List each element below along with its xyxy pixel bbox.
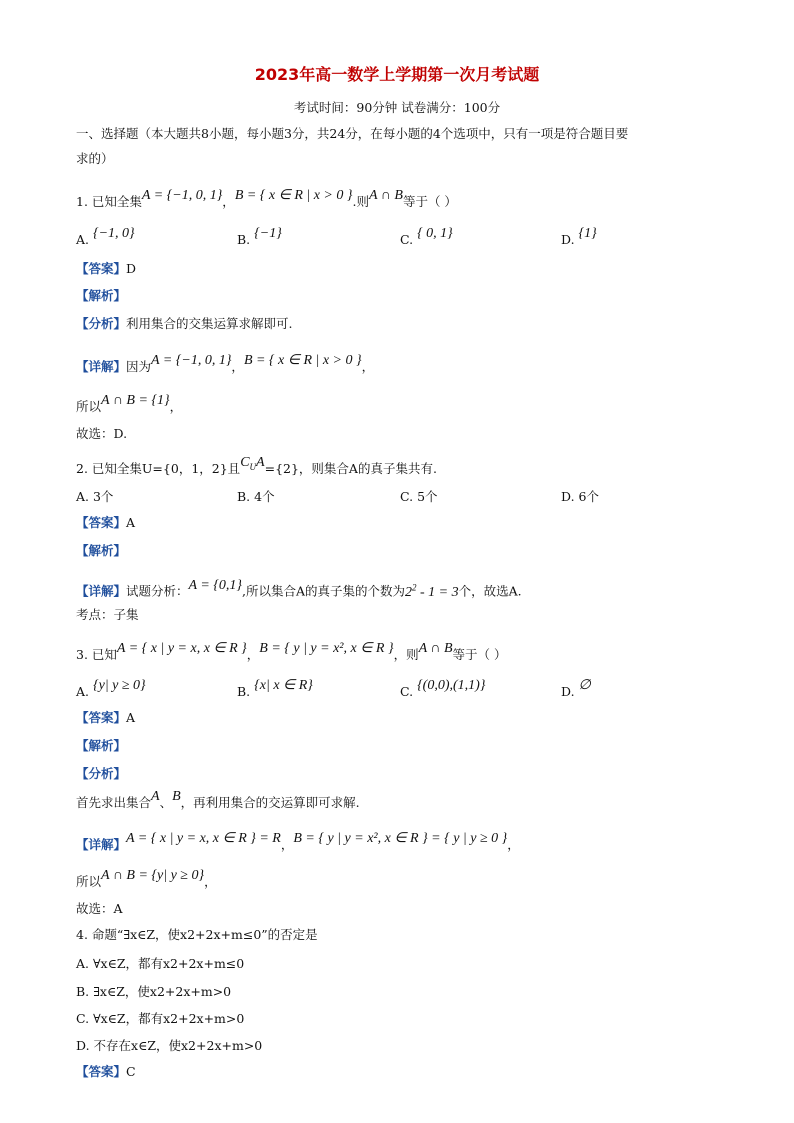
- question-4-stem: 4. 命题“∃x∈Z，使x2+2x+m≤0”的否定是: [76, 927, 318, 942]
- q1-sep: ，: [222, 194, 235, 209]
- q2-analysis-tag: [76, 542, 126, 560]
- q1-analysis-tag: [76, 287, 126, 305]
- so-end: ，: [169, 399, 183, 414]
- q1-so: [76, 393, 183, 417]
- q2-stem-pre: 2. 已知全集U={0，1，2}且: [76, 461, 241, 476]
- question-2-stem: [76, 455, 437, 483]
- option-label: C.: [400, 684, 414, 699]
- q3-sep: ，: [246, 647, 260, 662]
- q2-stem-post: ={2}，则集合A的真子集共有.: [264, 461, 437, 476]
- fenxi-tag: 【分析】: [76, 316, 127, 331]
- detail-set-b: B = { x ∈ R | x > 0 }: [243, 353, 362, 368]
- detail-text: 因为: [126, 359, 152, 374]
- detail-set: A = {0,1}: [188, 577, 242, 593]
- q2-option-b: B. 4个: [237, 489, 275, 504]
- q1-stem-mid: .则: [352, 194, 369, 209]
- option-label: D.: [561, 684, 575, 699]
- q3-option-b: [237, 678, 313, 702]
- so-text: 所以: [76, 399, 102, 414]
- detail-end: ，: [507, 837, 520, 852]
- section-heading: 一、选择题（本大题共8小题，每小题3分，共24分，在每小题的4个选项中，只有一项是符合题目要: [76, 126, 629, 141]
- detail-expr-a: A = { x | y = x, x ∈ R } = R: [126, 831, 281, 846]
- option-value: {(0,0),(1,1)}: [417, 678, 486, 693]
- q2-detail: [76, 578, 522, 602]
- q3-set-b: B = { y | y = x², x ∈ R }: [259, 641, 394, 656]
- q3-analysis-tag: [76, 737, 126, 755]
- answer-tag: 【答案】: [76, 261, 127, 276]
- q2-option-d: D. 6个: [561, 489, 599, 504]
- detail-tag: 【详解】: [76, 583, 127, 599]
- detail-tag: 【详解】: [76, 837, 127, 852]
- analysis-tag: 【解析】: [76, 738, 127, 753]
- q3-stem-pre: 3. 已知: [76, 647, 117, 662]
- fenxi-text-pre: 首先求出集合: [76, 795, 152, 810]
- q3-fenxi: [76, 789, 360, 813]
- q1-fenxi: [76, 315, 293, 333]
- q1-option-b: [237, 226, 282, 250]
- option-label: D.: [561, 232, 575, 247]
- q3-set-a: A = { x | y = x, x ∈ R }: [116, 641, 247, 656]
- q1-stem-post: 等于（ ）: [402, 194, 457, 209]
- q2-option-c: C. 5个: [400, 489, 438, 504]
- option-label: A.: [76, 684, 90, 699]
- q1-set-a: A = {−1, 0, 1}: [141, 188, 223, 203]
- detail-text: 试题分析：: [126, 583, 189, 599]
- question-1-stem: [76, 188, 457, 212]
- analysis-tag: 【解析】: [76, 543, 127, 558]
- q3-option-d: [561, 678, 591, 702]
- detail-sep: ，: [280, 837, 294, 852]
- q4-option-b: B. ∃x∈Z，使x2+2x+m>0: [76, 984, 232, 999]
- fenxi-text: 利用集合的交集运算求解即可.: [126, 316, 293, 331]
- q1-choose: 故选：D.: [76, 426, 128, 441]
- detail-tag: 【详解】: [76, 359, 127, 374]
- answer-value: A: [126, 515, 136, 530]
- q3-so: [76, 868, 217, 892]
- so-expr: A ∩ B = {y| y ≥ 0}: [101, 868, 205, 883]
- q1-answer: [76, 260, 136, 278]
- fenxi-sep: 、: [159, 795, 173, 810]
- q3-fenxi-tag: [76, 765, 126, 783]
- q4-option-c: C. ∀x∈Z，都有x2+2x+m>0: [76, 1011, 245, 1026]
- complement-sub: U: [249, 461, 257, 472]
- detail-set-a: A = {−1, 0, 1}: [151, 353, 232, 368]
- so-end: ，: [204, 874, 217, 889]
- exam-info: 考试时间：90分钟 试卷满分：100分: [293, 100, 501, 115]
- option-label: C.: [400, 232, 414, 247]
- question-3-stem: [76, 641, 507, 665]
- option-value: {−1, 0}: [93, 226, 135, 241]
- q2-complement: [240, 455, 264, 470]
- q1-stem-pre: 1. 已知全集: [76, 194, 142, 209]
- q3-expr: A ∩ B: [418, 641, 453, 656]
- q2-option-a: A. 3个: [76, 489, 114, 504]
- q3-answer: [76, 709, 135, 727]
- answer-value: D: [126, 261, 137, 276]
- detail-power: [405, 582, 459, 600]
- option-value: {x| x ∈ R}: [254, 678, 313, 693]
- answer-tag: 【答案】: [76, 515, 127, 530]
- answer-value: A: [126, 710, 136, 725]
- q3-option-a: [76, 678, 146, 702]
- option-value: {1}: [578, 226, 597, 241]
- detail-mid: ,所以集合A的真子集的个数为: [241, 583, 405, 599]
- q1-detail: [76, 353, 375, 377]
- power-calc: - 1 = 3: [420, 584, 459, 600]
- q4-answer: [76, 1063, 136, 1081]
- answer-tag: 【答案】: [76, 710, 127, 725]
- so-expr: A ∩ B = {1}: [101, 393, 170, 408]
- fenxi-text-post: ，再利用集合的交运算即可求解.: [180, 795, 360, 810]
- q3-option-c: [400, 678, 486, 702]
- option-label: B.: [237, 684, 251, 699]
- detail-end: ，: [361, 359, 375, 374]
- option-label: A.: [76, 232, 90, 247]
- option-label: B.: [237, 232, 251, 247]
- option-value: {y| y ≥ 0}: [93, 678, 146, 693]
- fenxi-set-a: A: [151, 789, 160, 804]
- fenxi-tag: 【分析】: [76, 766, 127, 781]
- complement-a: A: [256, 455, 265, 470]
- detail-post: 个，故选A.: [458, 583, 522, 599]
- answer-value: C: [126, 1064, 136, 1079]
- section-heading-cont: 求的）: [76, 151, 114, 166]
- power-base: 2: [405, 584, 412, 600]
- q3-stem-mid: ，则: [393, 647, 419, 662]
- so-text: 所以: [76, 874, 102, 889]
- q1-option-d: [561, 226, 597, 250]
- q2-kaodian: 考点：子集: [76, 607, 139, 622]
- complement-c: C: [240, 455, 250, 470]
- option-value: {−1}: [254, 226, 282, 241]
- detail-expr-b: B = { y | y = x², x ∈ R } = { y | y ≥ 0 }: [293, 831, 508, 846]
- q1-option-c: [400, 226, 453, 250]
- q2-answer: [76, 514, 135, 532]
- power-exp: 2: [412, 582, 417, 592]
- option-value: ∅: [578, 678, 591, 693]
- q3-stem-post: 等于（ ）: [452, 647, 507, 662]
- q1-expr: A ∩ B: [368, 188, 403, 203]
- q4-option-d: D. 不存在x∈Z，使x2+2x+m>0: [76, 1038, 263, 1053]
- q3-choose: 故选：A: [76, 901, 123, 916]
- analysis-tag: 【解析】: [76, 288, 127, 303]
- detail-sep: ，: [231, 359, 244, 374]
- answer-tag: 【答案】: [76, 1064, 127, 1079]
- option-value: { 0, 1}: [417, 226, 453, 241]
- q1-set-b: B = { x ∈ R | x > 0 }: [234, 188, 353, 203]
- q1-option-a: [76, 226, 135, 250]
- q3-detail: [76, 831, 520, 855]
- q4-option-a: A. ∀x∈Z，都有x2+2x+m≤0: [76, 956, 245, 971]
- document-title: 2023年高一数学上学期第一次月考试题: [254, 65, 540, 84]
- fenxi-set-b: B: [172, 789, 181, 804]
